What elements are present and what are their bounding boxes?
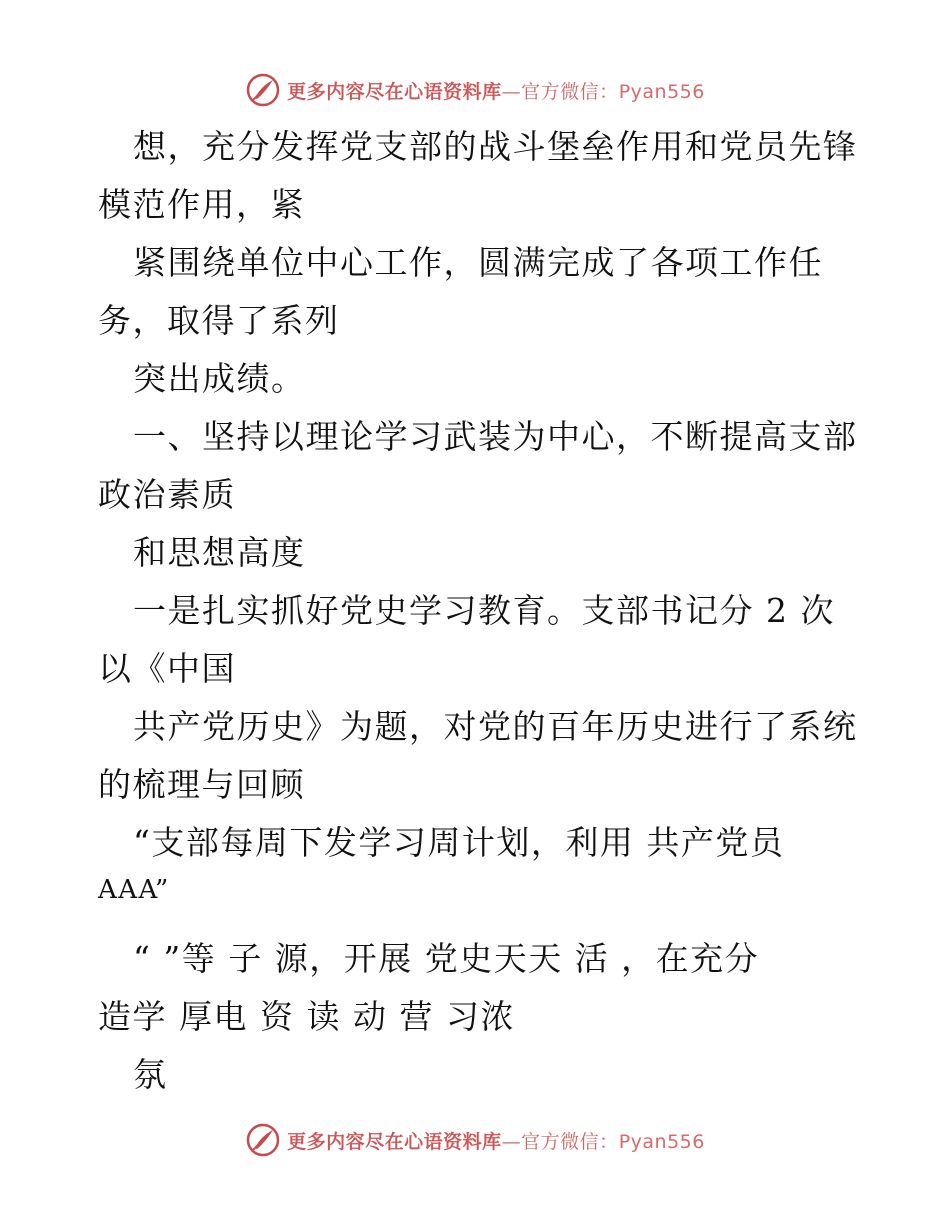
banner-wechat-label: 官方微信： — [521, 1130, 619, 1153]
text-line: 共产党历史》为题，对党的百年历史进行了系统 — [133, 707, 858, 746]
section-heading: 一、坚持以理论学习武装为中心，不断提高支部 — [133, 417, 858, 456]
text-line: 模范作用，紧 — [98, 185, 305, 224]
banner-wechat-label: 官方微信： — [521, 80, 619, 103]
text-line: “ ”等 子 源，开展 党史天天 活 ，在充分 — [133, 939, 760, 978]
banner-text — [287, 1127, 705, 1154]
text-line: AAA” — [98, 875, 170, 905]
text-line: 想，充分发挥党支部的战斗堡垒作用和党员先锋 — [133, 127, 858, 166]
banner-brand-text: 更多内容尽在心语资料库 — [287, 1130, 502, 1153]
text-line: 务，取得了系列 — [98, 301, 340, 340]
text-line: 造学 厚电 资 读 动 营 习浓 — [98, 997, 515, 1036]
text-line: 的梳理与回顾 — [98, 765, 305, 804]
section-heading-continued: 和思想高度 — [133, 533, 306, 572]
quill-pen-logo-icon — [245, 1122, 281, 1158]
text-line: 一是扎实抓好党史学习教育。支部书记分 2 次 — [133, 591, 835, 630]
banner-brand-text: 更多内容尽在心语资料库 — [287, 80, 502, 103]
text-line: 氛 — [133, 1055, 168, 1094]
banner-wechat-id: Pyan556 — [618, 80, 705, 103]
text-line: 以《中国 — [98, 649, 236, 688]
text-line: 紧围绕单位中心工作，圆满完成了各项工作任 — [133, 243, 823, 282]
banner-wechat-id: Pyan556 — [618, 1130, 705, 1153]
banner-separator: — — [501, 80, 522, 103]
text-line: 突出成绩。 — [133, 359, 306, 398]
banner-separator: — — [501, 1130, 522, 1153]
footer-banner — [0, 1118, 950, 1162]
text-line: “支部每周下发学习周计划，利用 共产党员 — [133, 823, 785, 862]
section-heading-continued: 政治素质 — [98, 475, 236, 514]
